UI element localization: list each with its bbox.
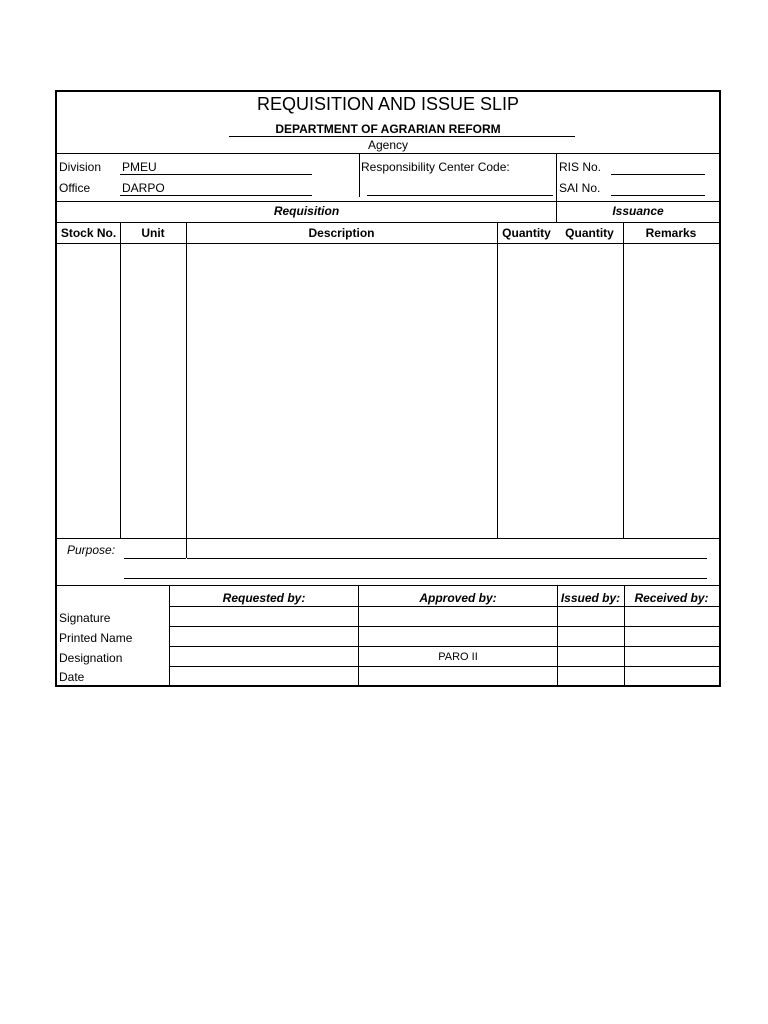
purpose-line-1 [187,558,707,559]
ris-label: RIS No. [559,160,602,174]
row-label-designation: Designation [59,651,123,665]
office-label: Office [59,181,91,195]
col-description: Description [308,226,375,240]
received-by-heading: Received by: [634,591,709,605]
row-label-date: Date [59,670,85,684]
office-field-line [120,195,312,196]
issued-by-heading: Issued by: [560,591,621,605]
approved-by-heading: Approved by: [419,591,497,605]
rcc-label: Responsibility Center Code: [361,160,510,174]
col-remarks: Remarks [645,226,697,240]
agency-underline [229,136,575,137]
division-value: PMEU [122,160,157,174]
col-quantity-requested: Quantity [502,226,551,240]
purpose-label: Purpose: [67,543,116,557]
division-field-line [120,174,312,175]
approved-designation: PARO II [438,651,478,663]
row-label-printed-name: Printed Name [59,631,133,645]
agency-name: DEPARTMENT OF AGRARIAN REFORM [275,122,501,136]
office-value: DARPO [122,181,165,195]
requested-by-heading: Requested by: [222,591,306,605]
requisition-heading: Requisition [273,204,340,218]
items-table-bottom [57,538,719,539]
sai-field-line [611,195,705,196]
purpose-line-2 [124,578,707,579]
sai-label: SAI No. [559,181,601,195]
row-label-signature: Signature [59,611,111,625]
col-unit: Unit [141,226,165,240]
issuance-heading: Issuance [612,204,664,218]
col-stock-no: Stock No. [60,226,117,240]
division-label: Division [59,160,102,174]
requisition-issue-slip [55,90,721,687]
form-title: REQUISITION AND ISSUE SLIP [256,94,520,114]
col-quantity-issued: Quantity [565,226,614,240]
rcc-field-line [367,195,553,196]
ris-field-line [611,174,705,175]
agency-label: Agency [367,138,409,152]
